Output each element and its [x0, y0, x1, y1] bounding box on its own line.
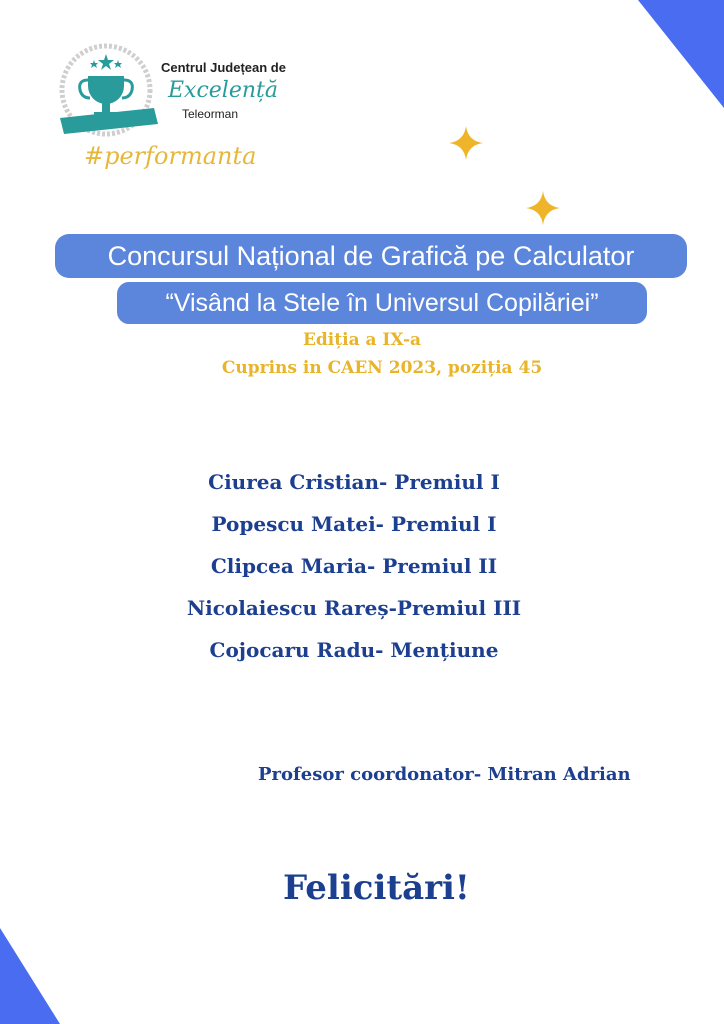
contest-subtitle-banner [117, 282, 647, 324]
logo-line-2: Excelență [168, 78, 278, 103]
winner-item: Clipcea Maria- Premiul II [210, 554, 498, 578]
winner-item: Ciurea Cristian- Premiul I [208, 470, 500, 494]
trophy-icon [58, 40, 168, 150]
logo-line-1: Centrul Județean de [161, 60, 286, 75]
winner-item: Nicolaiescu Rareș-Premiul III [186, 596, 522, 620]
sparkle-icon [449, 126, 483, 160]
edition-text: Ediția a IX-a [302, 330, 422, 350]
contest-title-banner [55, 234, 687, 278]
logo [58, 40, 288, 180]
contest-subtitle: “Visând la Stele în Universul Copilăriei” [165, 288, 599, 317]
coordinator-text: Profesor coordonator- Mitran Adrian [258, 764, 631, 785]
sparkle-icon [526, 191, 560, 225]
logo-line-3: Teleorman [182, 107, 239, 121]
winner-item: Cojocaru Radu- Mențiune [209, 638, 499, 662]
winner-item: Popescu Matei- Premiul I [211, 512, 497, 536]
corner-decoration-top-right [638, 0, 724, 108]
corner-decoration-bottom-left [0, 928, 60, 1024]
hashtag: #performanta [84, 142, 257, 170]
contest-title: Concursul Național de Grafică pe Calculator [107, 240, 635, 271]
caen-text: Cuprins in CAEN 2023, poziția 45 [221, 358, 543, 378]
congratulations-text: Felicitări! [283, 868, 470, 908]
